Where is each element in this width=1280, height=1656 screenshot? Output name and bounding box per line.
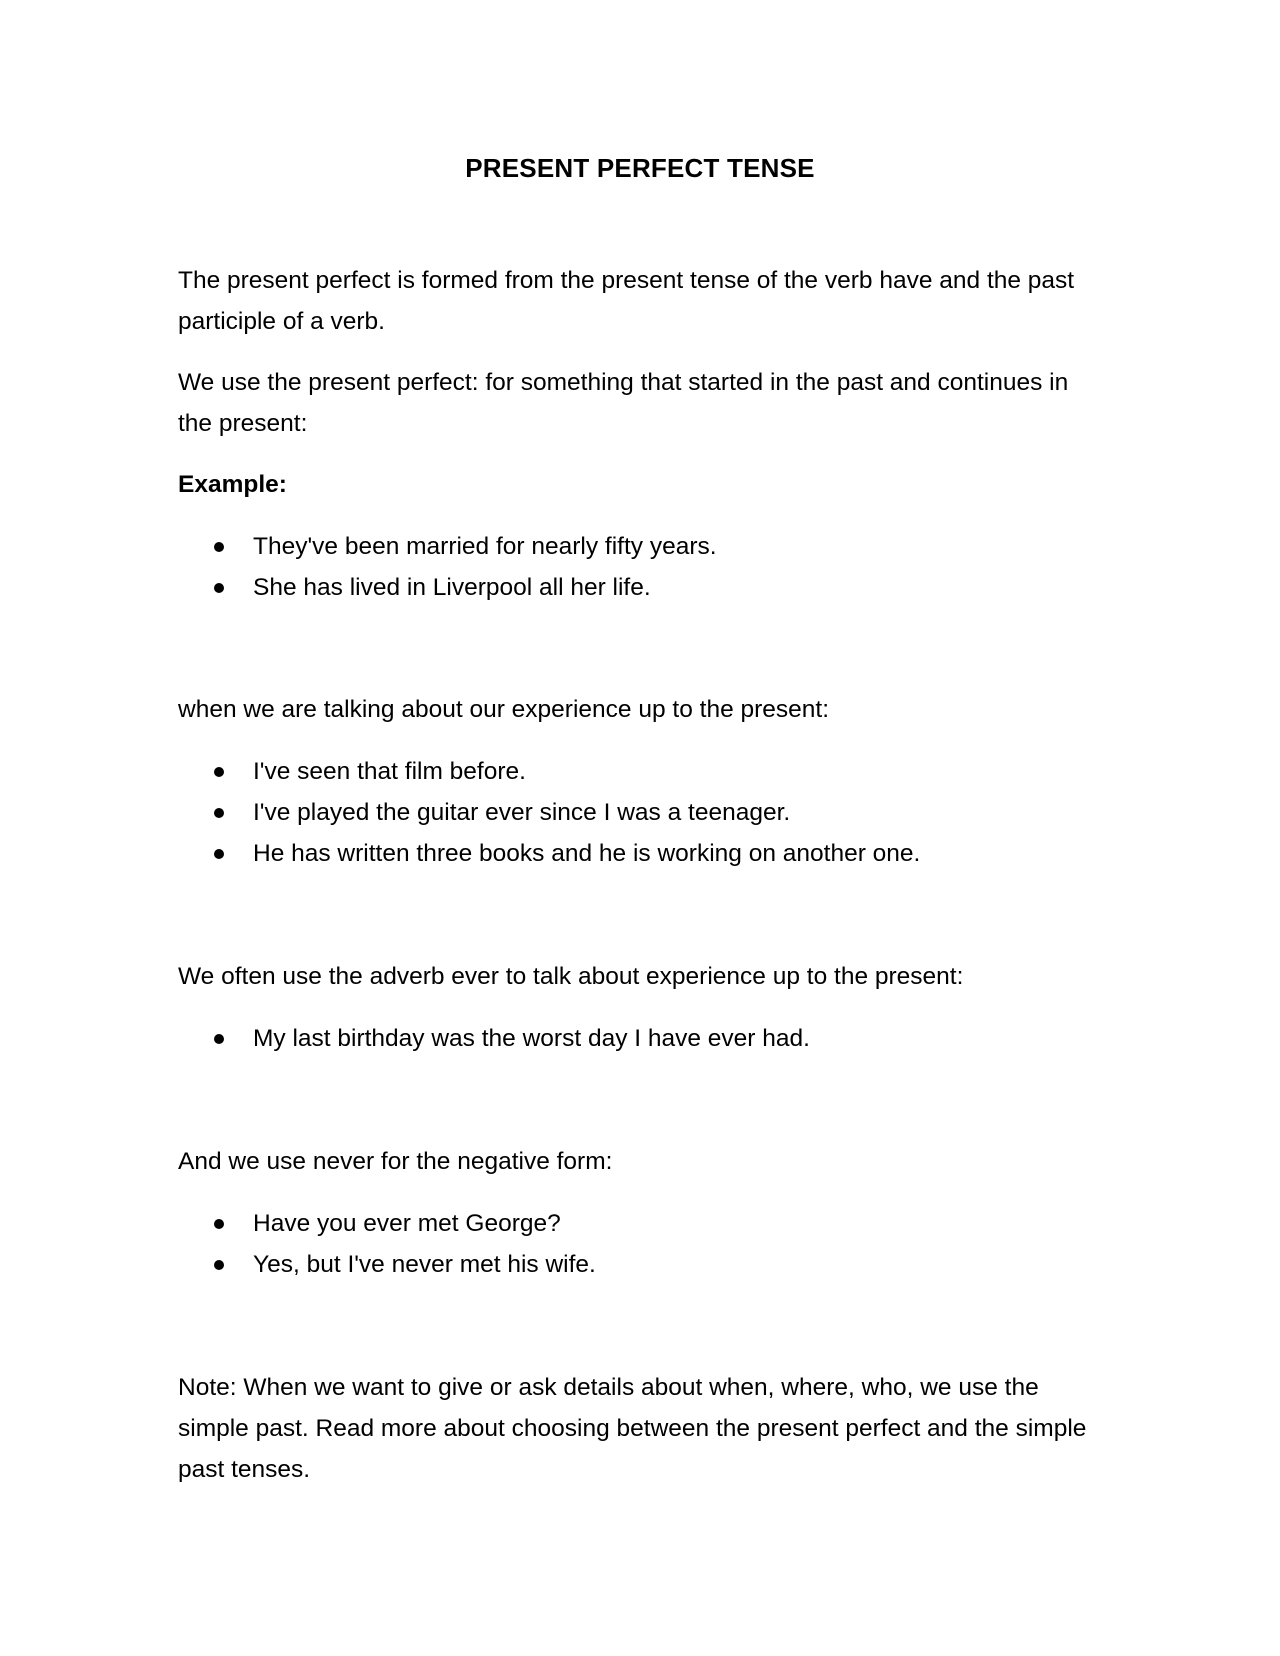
use-intro-paragraph: We use the present perfect: for something that started in the past and continues in the present: — [178, 369, 1069, 437]
list-item — [178, 833, 1108, 874]
list-item — [178, 792, 1108, 833]
examples-started-list — [178, 526, 1108, 608]
list-item — [178, 567, 1108, 608]
bullet-icon — [214, 767, 224, 777]
bullet-icon — [214, 849, 224, 859]
example-label: Example: — [178, 471, 287, 498]
list-item-text: They've been married for nearly fifty years. — [253, 533, 717, 560]
intro-paragraph: The present perfect is formed from the present tense of the verb have and the past participle of a verb. — [178, 267, 1075, 335]
list-item — [178, 1203, 1108, 1244]
list-item — [178, 1018, 1108, 1059]
note-paragraph: Note: When we want to give or ask details about when, where, who, we use the simple past. Read more about choosing between the present perfect and the simple past tenses. — [178, 1374, 1087, 1483]
page-title: PRESENT PERFECT TENSE — [465, 153, 815, 183]
examples-ever-list — [178, 1018, 1108, 1059]
list-item-text: She has lived in Liverpool all her life. — [253, 574, 651, 601]
list-item-text: Have you ever met George? — [253, 1210, 561, 1237]
never-intro-paragraph: And we use never for the negative form: — [178, 1148, 613, 1175]
ever-intro-paragraph: We often use the adverb ever to talk about experience up to the present: — [178, 963, 964, 990]
list-item — [178, 1244, 1108, 1285]
bullet-icon — [214, 1034, 224, 1044]
experience-intro-paragraph: when we are talking about our experience up to the present: — [178, 696, 830, 723]
list-item-text: Yes, but I've never met his wife. — [253, 1251, 596, 1278]
list-item-text: I've seen that film before. — [253, 758, 526, 785]
examples-never-list — [178, 1203, 1108, 1285]
bullet-icon — [214, 1219, 224, 1229]
list-item — [178, 751, 1108, 792]
bullet-icon — [214, 583, 224, 593]
bullet-icon — [214, 808, 224, 818]
list-item — [178, 526, 1108, 567]
examples-experience-list — [178, 751, 1108, 874]
list-item-text: I've played the guitar ever since I was a teenager. — [253, 799, 791, 826]
list-item-text: He has written three books and he is working on another one. — [253, 840, 921, 867]
bullet-icon — [214, 1260, 224, 1270]
list-item-text: My last birthday was the worst day I have ever had. — [253, 1025, 810, 1052]
bullet-icon — [214, 542, 224, 552]
